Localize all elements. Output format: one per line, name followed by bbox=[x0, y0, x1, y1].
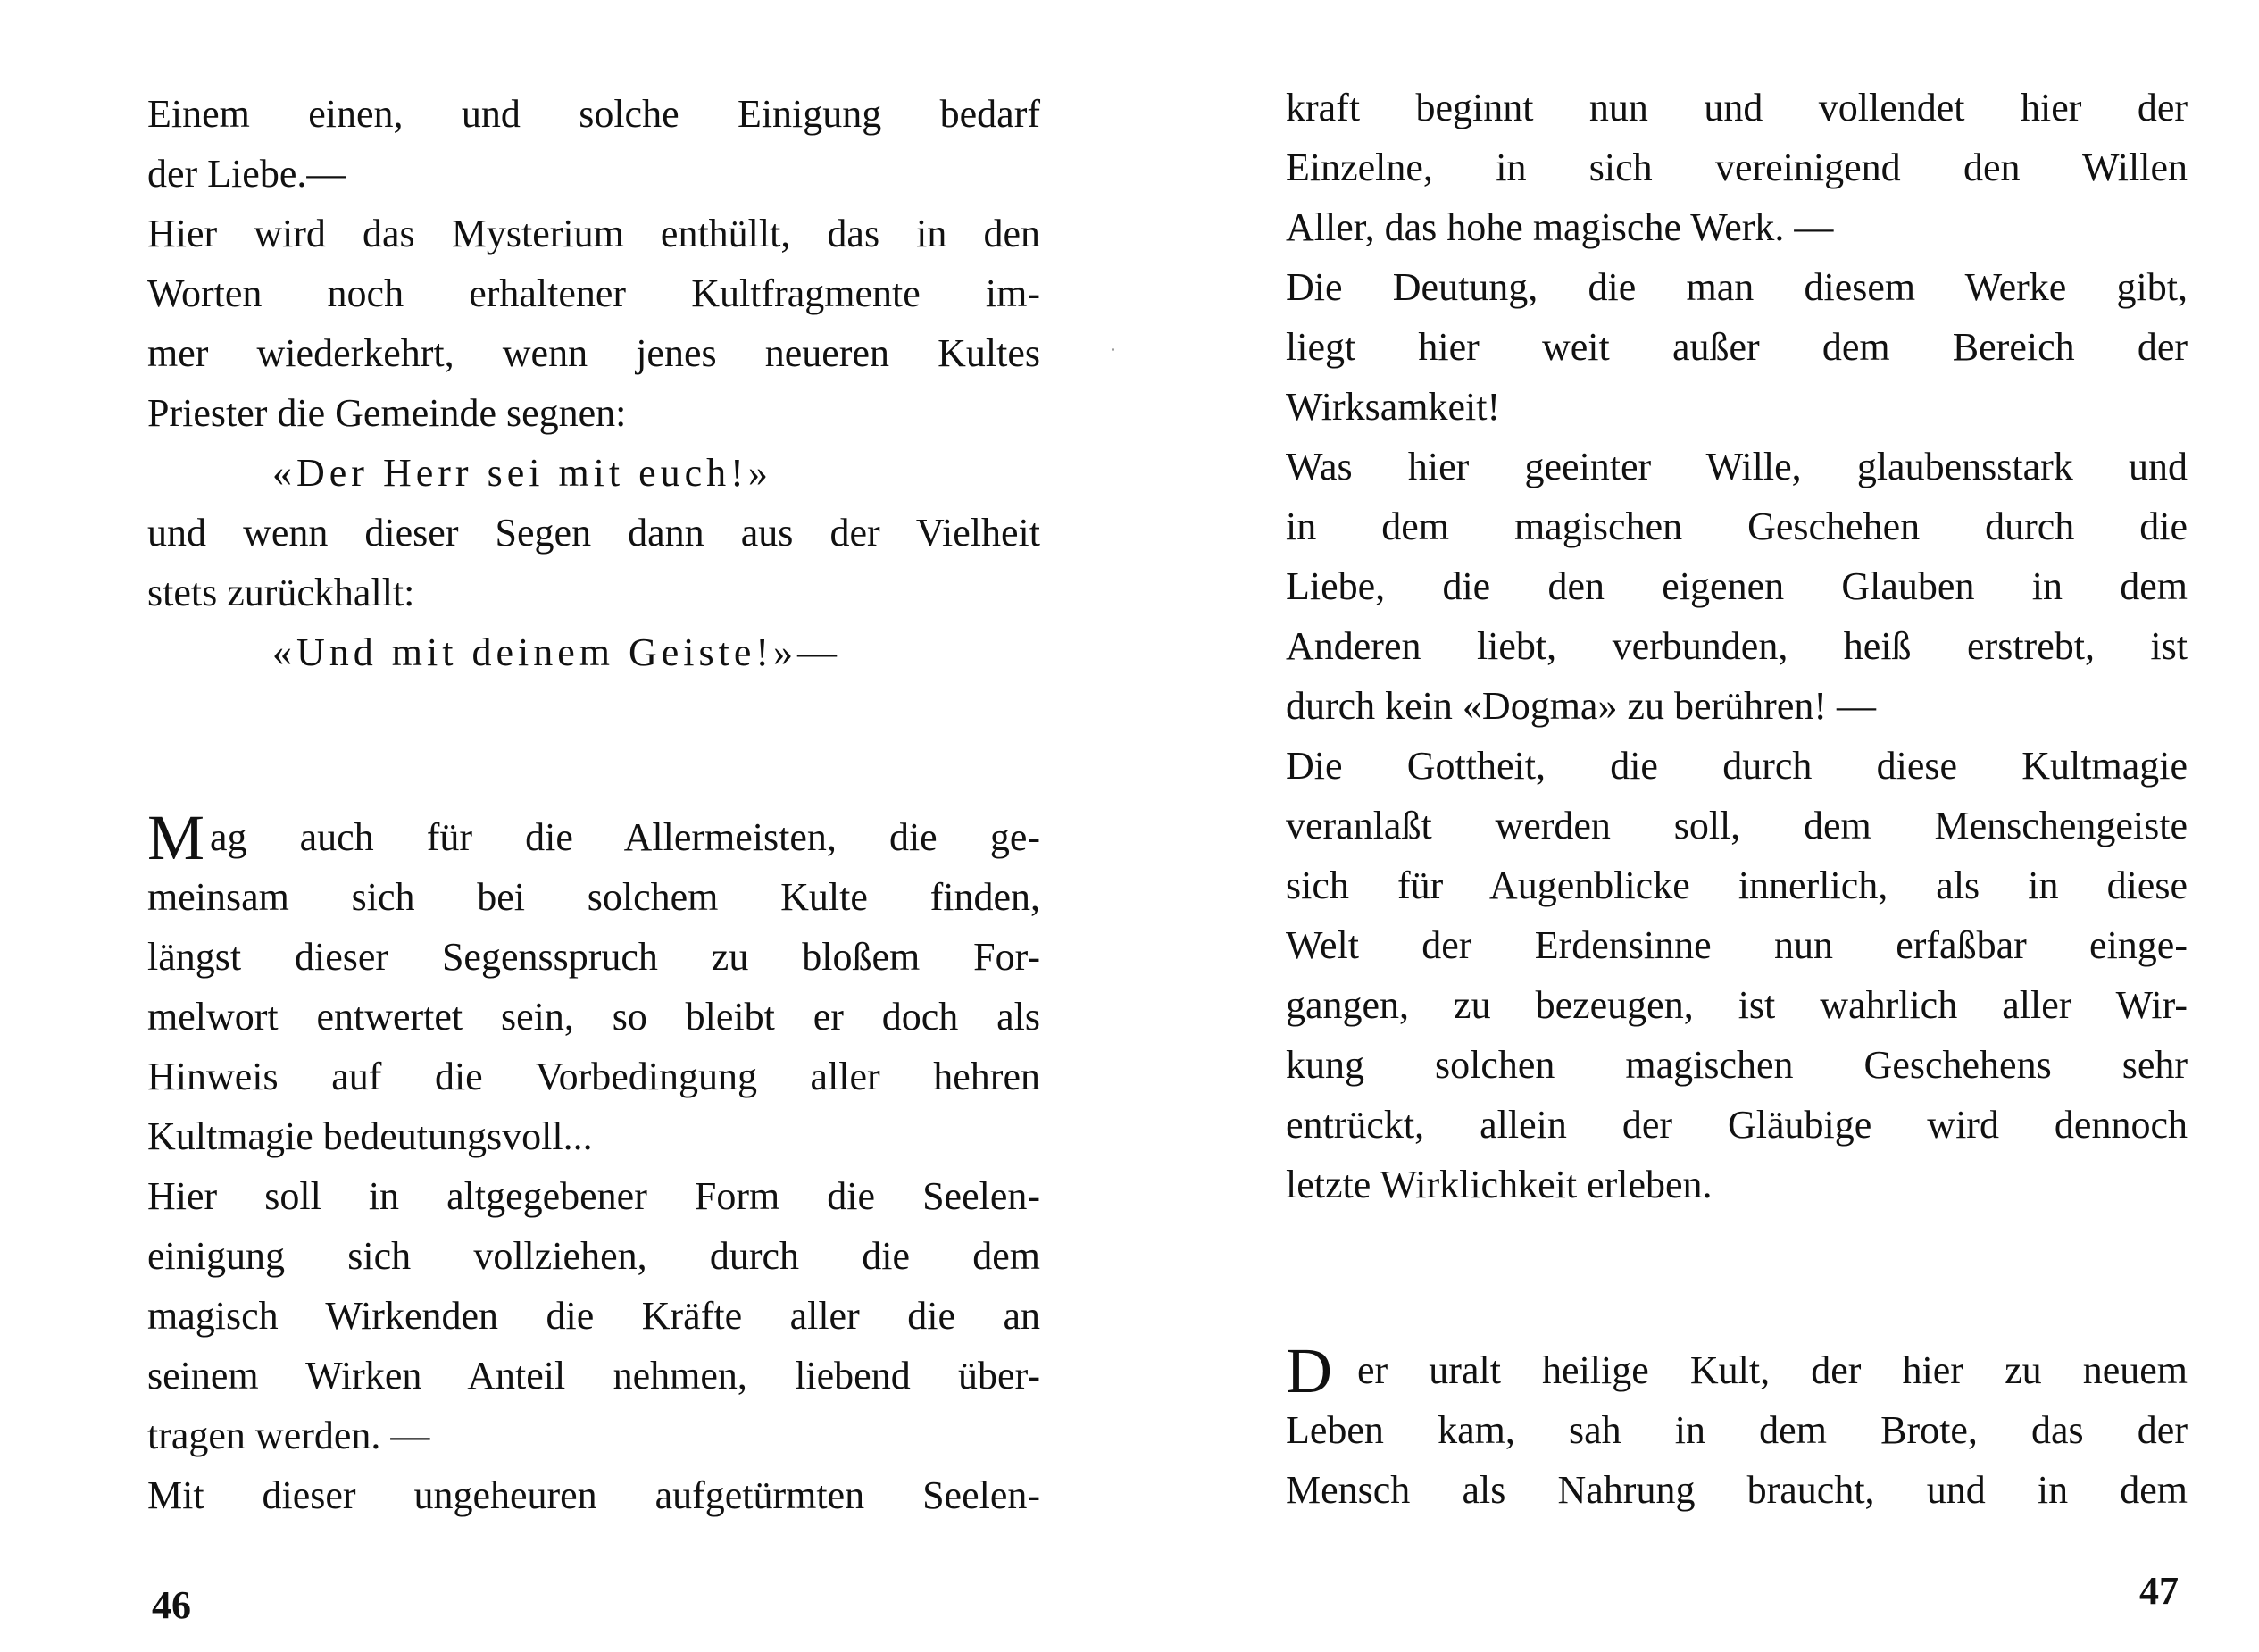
text-line: mer wiederkehrt, wenn jenes neueren Kultes bbox=[147, 331, 1040, 375]
text-line: einigung sich vollziehen, durch die dem bbox=[147, 1234, 1040, 1278]
text-line: und wenn dieser Segen dann aus der Vielheit bbox=[147, 511, 1040, 555]
text-line: Liebe, die den eigenen Glauben in dem bbox=[1286, 564, 2188, 608]
text-line: Wirksamkeit! bbox=[1286, 385, 1501, 429]
text-line: liegt hier weit außer dem Bereich der bbox=[1286, 325, 2188, 369]
quote-line: «Der Herr sei mit euch!» bbox=[272, 451, 772, 495]
text-line: Mensch als Nahrung braucht, und in dem bbox=[1286, 1468, 2188, 1512]
drop-cap: D bbox=[1286, 1335, 1332, 1406]
text-line: gangen, zu bezeugen, ist wahrlich aller Wir- bbox=[1286, 983, 2188, 1027]
text-line bbox=[147, 802, 1040, 873]
text-line: meinsam sich bei solchem Kulte finden, bbox=[147, 875, 1040, 919]
drop-cap: M bbox=[147, 802, 205, 873]
text-line: letzte Wirklichkeit erleben. bbox=[1286, 1163, 1713, 1206]
text-line: tragen werden. — bbox=[147, 1414, 430, 1457]
text-line: veranlaßt werden soll, dem Menschengeiste bbox=[1286, 804, 2188, 847]
text-line: Hier wird das Mysterium enthüllt, das in den bbox=[147, 212, 1040, 255]
text-line: Hinweis auf die Vorbedingung aller hehren bbox=[147, 1055, 1040, 1098]
text-line: Aller, das hohe magische Werk. — bbox=[1286, 205, 1834, 249]
text-line: Die Deutung, die man diesem Werke gibt, bbox=[1286, 265, 2188, 309]
text-line: Die Gottheit, die durch diese Kultmagie bbox=[1286, 744, 2188, 788]
text-line: der Liebe.— bbox=[147, 152, 346, 196]
text-line: melwort entwertet sein, so bleibt er doch als bbox=[147, 995, 1040, 1039]
text-line: durch kein «Dogma» zu berühren! — bbox=[1286, 684, 1877, 728]
text-line bbox=[1286, 1335, 2188, 1406]
page-number: 46 bbox=[152, 1583, 191, 1627]
text-line: Kultmagie bedeutungsvoll... bbox=[147, 1114, 593, 1158]
text-line: Welt der Erdensinne nun erfaßbar einge- bbox=[1286, 923, 2188, 967]
text-line: Was hier geeinter Wille, glaubensstark und bbox=[1286, 445, 2188, 488]
text-line: Einem einen, und solche Einigung bedarf bbox=[147, 92, 1040, 136]
scan-speck bbox=[1112, 348, 1114, 351]
text-line: Leben kam, sah in dem Brote, das der bbox=[1286, 1408, 2188, 1452]
text-line: entrückt, allein der Gläubige wird dennoch bbox=[1286, 1103, 2188, 1147]
text-line: kraft beginnt nun und vollendet hier der bbox=[1286, 86, 2188, 129]
text-line: sich für Augenblicke innerlich, als in diese bbox=[1286, 864, 2188, 907]
text-line: Priester die Gemeinde segnen: bbox=[147, 391, 627, 435]
quote-line: «Und mit deinem Geiste!»— bbox=[272, 630, 842, 674]
text-line: stets zurückhallt: bbox=[147, 571, 415, 614]
text-line: seinem Wirken Anteil nehmen, liebend über- bbox=[147, 1354, 1040, 1398]
text-line: magisch Wirkenden die Kräfte aller die an bbox=[147, 1294, 1040, 1338]
text-line-content: er uralt heilige Kult, der hier zu neuem bbox=[1357, 1348, 2188, 1392]
text-line: Hier soll in altgegebener Form die Seelen- bbox=[147, 1174, 1040, 1218]
page-number: 47 bbox=[2139, 1569, 2179, 1613]
text-line: Mit dieser ungeheuren aufgetürmten Seelen- bbox=[147, 1473, 1040, 1517]
text-line-content: ag auch für die Allermeisten, die ge- bbox=[210, 815, 1040, 859]
right-page bbox=[1286, 0, 2188, 1652]
left-page bbox=[147, 0, 1040, 1652]
text-line: kung solchen magischen Geschehens sehr bbox=[1286, 1043, 2188, 1087]
text-line: Anderen liebt, verbunden, heiß erstrebt, ist bbox=[1286, 624, 2188, 668]
text-line: in dem magischen Geschehen durch die bbox=[1286, 505, 2188, 548]
text-line: längst dieser Segensspruch zu bloßem For- bbox=[147, 935, 1040, 979]
text-line: Worten noch erhaltener Kultfragmente im- bbox=[147, 271, 1040, 315]
text-line: Einzelne, in sich vereinigend den Willen bbox=[1286, 146, 2188, 189]
